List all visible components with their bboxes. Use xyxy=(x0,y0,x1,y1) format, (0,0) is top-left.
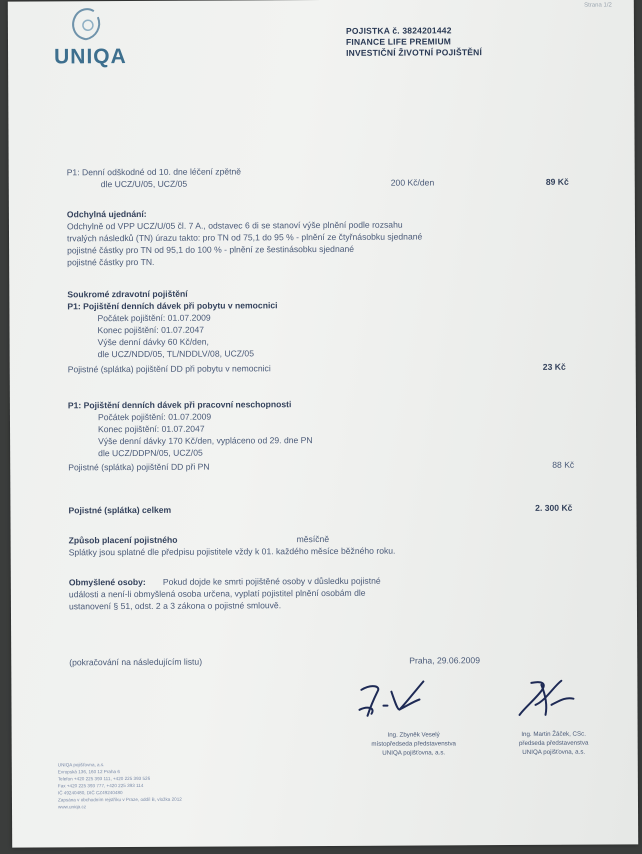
daily-benefit-rate: 200 Kč/den xyxy=(390,177,435,188)
signature-vesely xyxy=(353,675,433,721)
total-label: Pojistné (splátka) celkem xyxy=(68,504,172,516)
agreements-line: trvalých následků (TN) úrazu takto: pro TN od 75,1 do 95 % - plnění ze čtyřnásobku sjednané xyxy=(67,231,423,244)
footer-line: Telefon +420 225 393 111, +420 225 393 526 xyxy=(57,775,151,782)
signatory-2-name: Ing. Martin Žáček, CSc. xyxy=(521,730,586,738)
signature-zacek xyxy=(511,675,581,721)
signatory-2 xyxy=(484,729,624,757)
daily-benefit-amount: 89 Kč xyxy=(545,176,569,187)
continued-note: (pokračování na následujícím listu) xyxy=(69,656,203,668)
agreements-line: pojistné částky pro TN od 95,1 do 100 % - plnění ze šestinásobku sjednané xyxy=(67,243,355,256)
incapacity-benefit-title: P1: Pojištění denních dávek při pracovní neschopnosti xyxy=(67,399,292,411)
agreements-line: pojistné částky pro TN. xyxy=(67,256,155,268)
footer-line: www.uniqa.cz xyxy=(57,804,87,810)
hospital-start: Počátek pojištění: 01.07.2009 xyxy=(97,312,211,324)
policy-number: POJISTKA č. 3824201442 xyxy=(345,25,452,36)
daily-benefit-terms: dle UCZ/U/05, UCZ/05 xyxy=(100,178,188,190)
beneficiaries-text: události a není-li obmyšlená osoba určena, vyplatí pojistitel plnění osobám dle xyxy=(68,587,366,600)
beneficiaries-label: Obmyšlené osoby: xyxy=(68,576,146,588)
footer-line: UNIQA pojišťovna, a.s. xyxy=(57,762,105,768)
signatory-1-name: Ing. Zbyněk Veselý xyxy=(387,731,440,739)
incapacity-daily: Výše denní dávky 170 Kč/den, vypláceno od 29. dne PN xyxy=(98,435,313,447)
total-amount: 2. 300 Kč xyxy=(535,502,573,513)
hospital-premium-label: Pojistné (splátka) pojištění DD při pobytu v nemocnici xyxy=(67,363,271,375)
uniqa-logo-icon xyxy=(66,7,106,43)
hospital-benefit-title: P1: Pojištění denních dávek při pobytu v nemocnici xyxy=(67,300,278,312)
private-health-title: Soukromé zdravotní pojištění xyxy=(67,288,188,300)
footer-line: IČ 49240480, DIČ CZ49240480 xyxy=(57,790,123,796)
brand-name: UNIQA xyxy=(54,45,127,69)
footer-line: Fax +420 225 393 777, +420 225 393 114 xyxy=(57,782,144,789)
payment-label: Způsob placení pojistného xyxy=(68,534,178,546)
beneficiaries-text: Pokud dojde ke smrti pojištěné osoby v důsledku pojistné xyxy=(162,575,381,587)
hospital-terms: dle UCZ/NDD/05, TL/NDDLV/08, UCZ/05 xyxy=(97,348,254,360)
company-footer xyxy=(58,761,182,811)
signatory-2-company: UNIQA pojišťovna, a.s. xyxy=(522,748,586,756)
hospital-end: Konec pojištění: 01.07.2047 xyxy=(97,324,205,336)
signatory-1-company: UNIQA pojišťovna, a.s. xyxy=(382,749,446,757)
agreements-line: Odchylně od VPP UCZ/U/05 čl. 7 A., odstavec 6 di se stanoví výše plnění podle rozsahu xyxy=(66,219,403,232)
signatory-2-role: předseda představenstva xyxy=(518,739,589,747)
incapacity-premium-label: Pojistné (splátka) pojištění DD při PN xyxy=(68,461,210,473)
beneficiaries-text: ustanovení § 51, odst. 2 a 3 zákona o pojistné smlouvě. xyxy=(68,600,282,612)
hospital-daily: Výše denní dávky 60 Kč/den, xyxy=(97,336,209,348)
incapacity-end: Konec pojištění: 01.07.2047 xyxy=(98,423,205,435)
hospital-premium: 23 Kč xyxy=(542,361,566,372)
incapacity-start: Počátek pojištění: 01.07.2009 xyxy=(97,411,212,423)
footer-line: Evropská 136, 160 12 Praha 6 xyxy=(57,769,120,775)
place-date: Praha, 29.06.2009 xyxy=(409,655,480,666)
signatory-1-role: místopředseda představenstva xyxy=(371,740,457,748)
insurance-type: INVESTIČNÍ ŽIVOTNÍ POJIŠTĚNÍ xyxy=(346,47,483,58)
page-number: Strana 1/2 xyxy=(584,2,612,9)
payment-frequency: měsíčně xyxy=(296,533,330,545)
payment-note: Splátky jsou splatné dle předpisu pojistitele vždy k 01. každého měsíce běžného roku. xyxy=(68,545,396,558)
signatory-1 xyxy=(344,730,484,758)
document-page xyxy=(8,0,638,848)
incapacity-premium: 88 Kč xyxy=(552,459,575,470)
agreements-title: Odchylná ujednání: xyxy=(66,208,147,220)
incapacity-terms: dle UCZ/DDPN/05, UCZ/05 xyxy=(98,447,203,459)
footer-line: Zapsána v obchodním rejstříku v Praze, oddíl B, vložka 2012 xyxy=(57,796,182,803)
product-name: FINANCE LIFE PREMIUM xyxy=(345,36,452,47)
daily-benefit-title: P1: Denní odškodné od 10. dne léčení zpětně xyxy=(66,166,242,178)
